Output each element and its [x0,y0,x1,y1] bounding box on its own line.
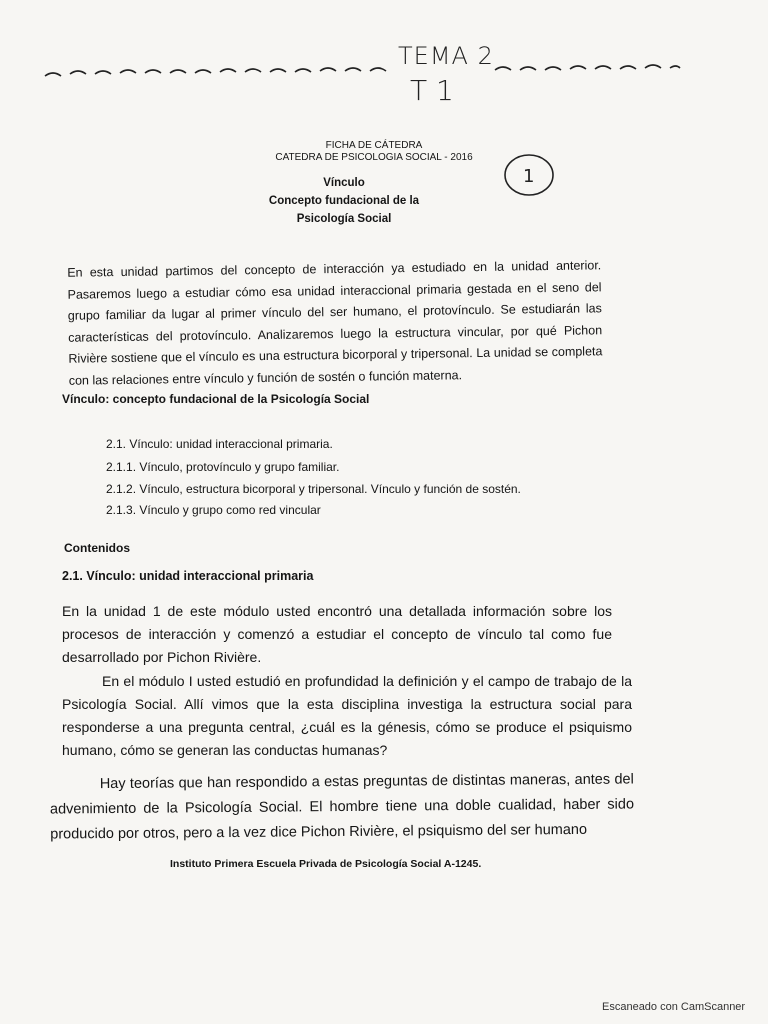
page-footer: Instituto Primera Escuela Privada de Psicología Social A-1245. [170,858,482,870]
scanner-watermark: Escaneado con CamScanner [602,1001,746,1013]
toc-item: 2.1.2. Vínculo, estructura bicorporal y tripersonal. Vínculo y función de sostén. [106,482,521,496]
intro-paragraph: En esta unidad partimos del concepto de interacción ya estudiado en la unidad anterior. Pasaremos luego a estudiar cómo esa unidad interaccional primaria gestada en el seno del grupo familiar da lugar al primer vínculo del ser humano, el protovínculo. Se estudiarán las características del protovínculo. Analizaremos luego la estructura vincular, por qué Pichon Rivière sostiene que el vínculo es una estructura bicorporal y tripersonal. La unidad se completa con las relaciones entre vínculo y función de sostén o función materna. [67,258,603,388]
toc-item: 2.1.1. Vínculo, protovínculo y grupo familiar. [106,460,340,474]
contenidos-heading: Contenidos [64,541,130,555]
section-title: Vínculo: concepto fundacional de la Psicología Social [62,392,370,406]
handwritten-t1: T 1 [410,74,454,107]
toc-item: 2.1. Vínculo: unidad interaccional primaria. [106,437,333,451]
body-paragraph: Hay teorías que han respondido a estas preguntas de distintas maneras, antes del advenimiento de la Psicología Social. El hombre tiene una doble cualidad, haber sido producido por otros, pero a la vez dice Pichon Rivière, el psiquismo del ser humano [49,771,635,843]
handwritten-tema: TEMA 2 [398,42,494,70]
title-vinculo: Vínculo [323,177,365,189]
body-paragraph: En el módulo I usted estudió en profundidad la definición y el campo de trabajo de la Psicología Social. Allí vimos que la esta disciplina investiga la estructura social para responderse a una pregunta central, ¿cuál es la génesis, cómo se produce el psiquismo humano, cómo se generan las conductas humanas? [62,673,632,758]
header-ficha: FICHA DE CÁTEDRA [325,140,423,151]
bleed-through [110,98,113,109]
toc-item: 2.1.3. Vínculo y grupo como red vincular [106,503,321,517]
circle-number: 1 [523,166,535,187]
title-psicologia: Psicología Social [296,213,392,225]
header-catedra: CATEDRA DE PSICOLOGIA SOCIAL - 2016 [275,152,473,163]
subheading-2-1: 2.1. Vínculo: unidad interaccional primaria [62,569,314,583]
title-concepto: Concepto fundacional de la [268,195,420,207]
handwritten-dashed-line [40,58,690,88]
body-paragraph: En la unidad 1 de este módulo usted encontró una detallada información sobre los procesos de interacción y comenzó a estudiar el concepto de vínculo tal como fue desarrollado por Pichon Rivière. [62,603,612,665]
